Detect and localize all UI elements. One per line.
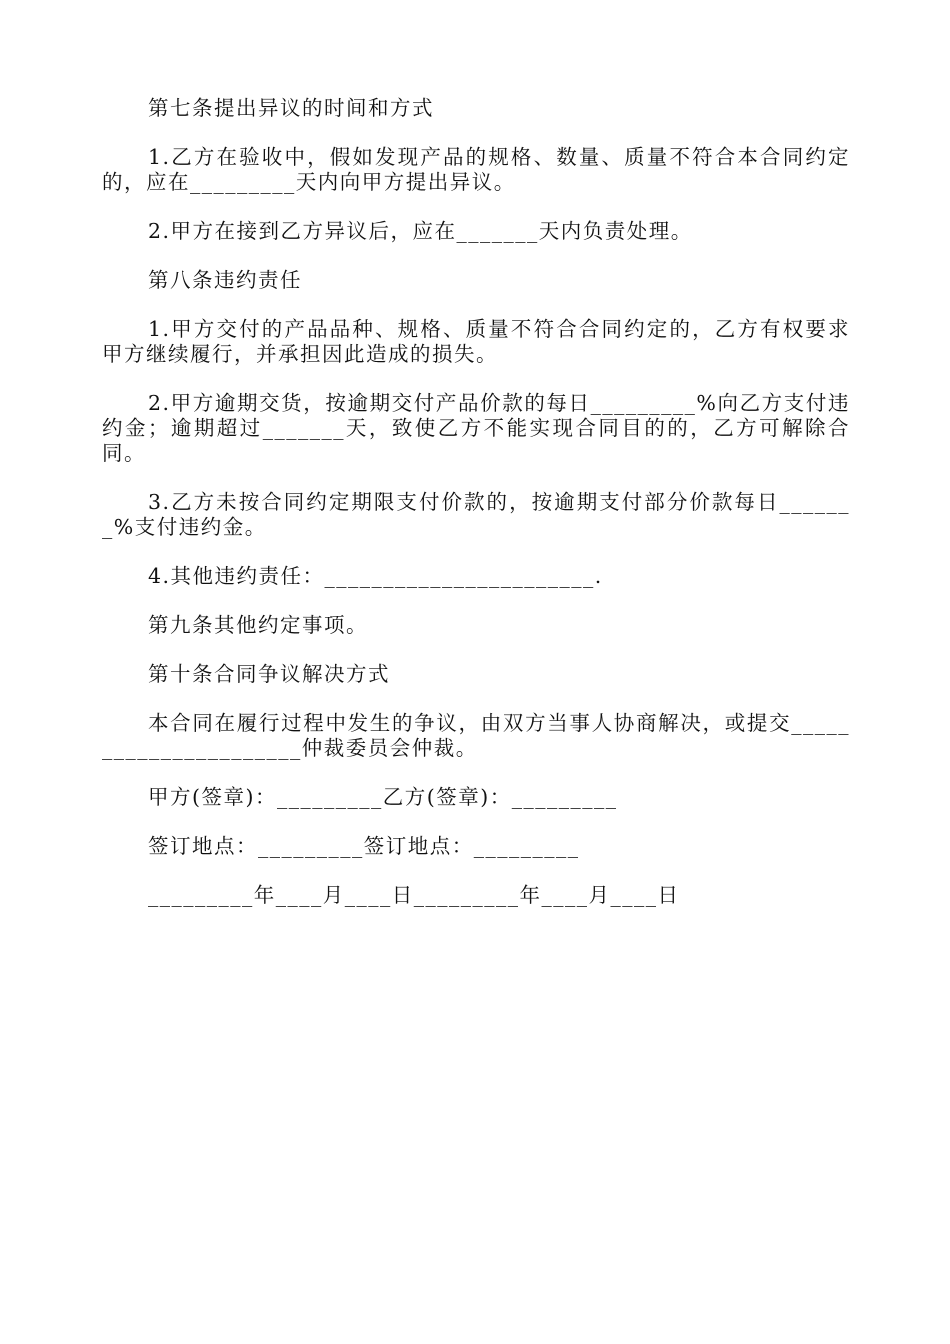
article-9-heading: 第九条其他约定事项。 bbox=[148, 613, 368, 637]
article-8-clause-4: 4.其他违约责任：_______________________. bbox=[148, 564, 603, 588]
article-7-clause-2: 2.甲方在接到乙方异议后，应在_______天内负责处理。 bbox=[148, 219, 693, 243]
article-10-heading: 第十条合同争议解决方式 bbox=[148, 662, 390, 686]
article-8-heading: 第八条违约责任 bbox=[148, 268, 302, 292]
article-7-heading: 第七条提出异议的时间和方式 bbox=[148, 96, 434, 120]
article-10-body: 本合同在履行过程中发生的争议，由双方当事人协商解决，或提交______________________仲裁委员会仲裁。 bbox=[102, 711, 850, 760]
article-8-clause-3: 3.乙方未按合同约定期限支付价款的，按逾期支付部分价款每日_______%支付违约金。 bbox=[102, 490, 850, 539]
article-8-clause-1: 1.甲方交付的产品品种、规格、质量不符合合同约定的，乙方有权要求甲方继续履行，并承担因此造成的损失。 bbox=[102, 317, 850, 366]
signature-line: 甲方(签章)：_________乙方(签章)：_________ bbox=[148, 785, 618, 809]
signing-date-line: _________年____月____日_________年____月____日 bbox=[148, 883, 680, 907]
article-8-clause-2: 2.甲方逾期交货，按逾期交付产品价款的每日_________%向乙方支付违约金；逾期超过_______天，致使乙方不能实现合同目的的，乙方可解除合同。 bbox=[102, 391, 850, 465]
document-body bbox=[102, 96, 850, 908]
article-7-clause-1: 1.乙方在验收中，假如发现产品的规格、数量、质量不符合本合同约定的，应在_________天内向甲方提出异议。 bbox=[102, 145, 850, 194]
signing-place-line: 签订地点：_________签订地点：_________ bbox=[148, 834, 580, 858]
